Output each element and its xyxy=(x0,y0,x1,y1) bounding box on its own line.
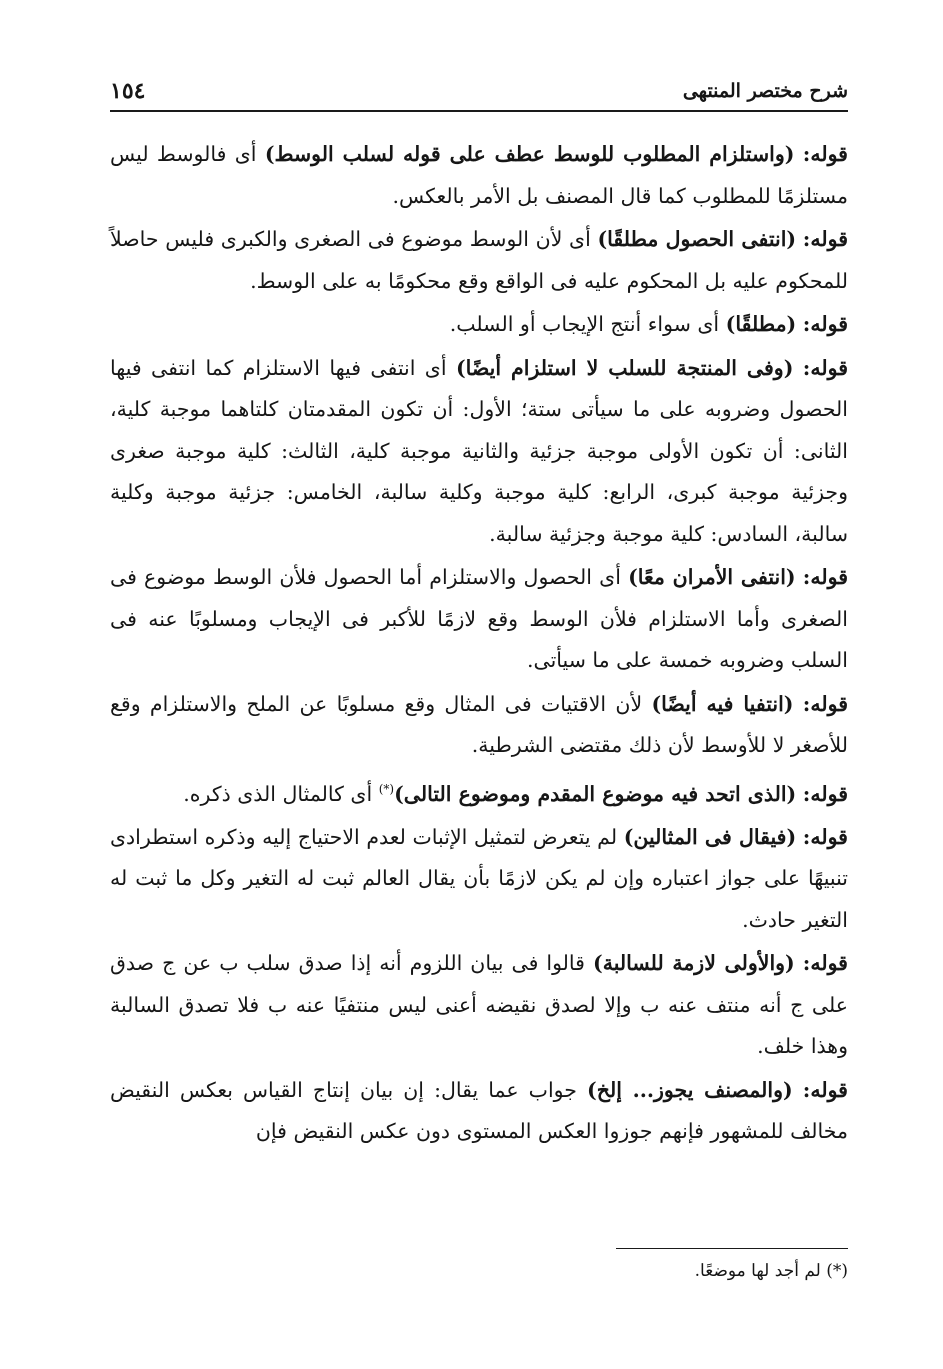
commentary-text: أى الحصول والاستلزام أما الحصول فلأن الوسط موضوع فى الصغرى وأما الاستلزام فلأن الوسط وقع لازمًا للأكبر فى الإيجاب ومسلوبًا عنه فى السلب وضروبه خمسة على ما سيأتى. xyxy=(110,565,848,672)
commentary-text: لم يتعرض لتمثيل الإثبات لعدم الاحتياج إليه وذكره استطرادى تنبيهًا على جواز اعتباره وإن لم يكن لازمًا بأن يقال العالم ثبت له التغير وكل ما ثبت له التغير حادث. xyxy=(110,824,848,932)
paragraph-label: قوله: xyxy=(802,227,848,251)
quoted-text: (فيقال فى المثالين) xyxy=(623,824,797,849)
commentary-text: أى فالوسط ليس مستلزمًا للمطلوب كما قال المصنف بل الأمر بالعكس. xyxy=(110,142,848,208)
footnote-divider xyxy=(616,1248,848,1249)
commentary-text: قالوا فى بيان اللزوم أنه إذا صدق سلب ب عن ج صدق على ج أنه منتف عنه ب وإلا لصدق نقيضه أعنى ليس منتفيًا عنه ب فلا تصدق السالبة وهذا خلف. xyxy=(110,951,848,1059)
page-body xyxy=(110,134,848,1153)
footnote-marker: (*) xyxy=(378,781,395,796)
paragraph-3 xyxy=(110,304,848,346)
paragraph-label: قوله: xyxy=(802,951,848,976)
quoted-text: (والمصنف يجوز... إلخ) xyxy=(587,1077,793,1102)
quoted-text: (وفى المنتجة للسلب لا استلزام أيضًا) xyxy=(455,355,794,380)
paragraph-1 xyxy=(110,134,848,217)
commentary-text: أى لأن الوسط موضوع فى الصغرى والكبرى فليس حاصلاً للمحكوم عليه بل المحكوم عليه فى الواقع وقع محكومًا به على الوسط. xyxy=(110,227,848,293)
page-number: ١٥٤ xyxy=(110,78,146,104)
commentary-text: أى كالمثال الذى ذكره. xyxy=(183,781,373,806)
paragraph-label: قوله: xyxy=(802,691,848,716)
paragraph-label: قوله: xyxy=(802,142,848,166)
paragraph-label: قوله: xyxy=(802,355,848,380)
document-page xyxy=(110,70,848,1330)
paragraph-9 xyxy=(110,943,848,1068)
quoted-text: (انتفى الحصول مطلقًا) xyxy=(597,227,797,251)
quoted-text: (انتفى الأمران معًا) xyxy=(628,565,796,589)
paragraph-label: قوله: xyxy=(802,781,848,806)
paragraph-8 xyxy=(110,817,848,942)
quoted-text: (الذى اتحد فيه موضوع المقدم وموضوع التالى) xyxy=(394,781,797,806)
quoted-text: (مطلقًا) xyxy=(725,312,797,336)
paragraph-label: قوله: xyxy=(802,312,848,336)
quoted-text: (انتفيا فيه أيضًا) xyxy=(651,691,794,716)
commentary-text: أى سواء أنتج الإيجاب أو السلب. xyxy=(449,312,720,336)
paragraph-7 xyxy=(110,769,848,815)
quoted-text: (والأولى لازمة للسالبة) xyxy=(593,951,795,976)
commentary-text: أى انتفى فيها الاستلزام كما انتفى فيها الحصول وضروبه على ما سيأتى ستة؛ الأول: أن تكون المقدمتان كلتاهما موجبة كلية، الثانى: أن تكون الأولى موجبة جزئية والثانية موجبة كلية، الثالث: كلية موجبة صغرى وجزئية موجبة كبرى، الرابع: كلية موجبة وكلية سالبة، الخامس: جزئية موجبة وكلية سالبة، السادس: كلية موجبة وجزئية سالبة. xyxy=(110,355,848,546)
footnote: (*) لم أجد لها موضعًا. xyxy=(694,1261,848,1281)
quoted-text: (واستلزام المطلوب للوسط عطف على قوله لسلب الوسط) xyxy=(264,142,795,166)
paragraph-4 xyxy=(110,348,848,556)
running-title: شرح مختصر المنتهى xyxy=(682,80,848,102)
page-header xyxy=(110,70,848,112)
paragraph-label: قوله: xyxy=(802,824,848,849)
paragraph-2 xyxy=(110,219,848,302)
commentary-text: لأن الاقتيات فى المثال وقع مسلوبًا عن الملح والاستلزام وقع للأصغر لا للأوسط لأن ذلك مقتضى الشرطية. xyxy=(110,691,848,757)
paragraph-6 xyxy=(110,684,848,767)
paragraph-10 xyxy=(110,1070,848,1153)
commentary-text: جواب عما يقال: إن بيان إنتاج القياس بعكس النقيض مخالف للمشهور فإنهم جوزوا العكس المستوى دون عكس النقيض فإن xyxy=(110,1077,848,1144)
paragraph-5 xyxy=(110,557,848,682)
paragraph-label: قوله: xyxy=(802,565,848,589)
paragraph-label: قوله: xyxy=(802,1077,848,1102)
